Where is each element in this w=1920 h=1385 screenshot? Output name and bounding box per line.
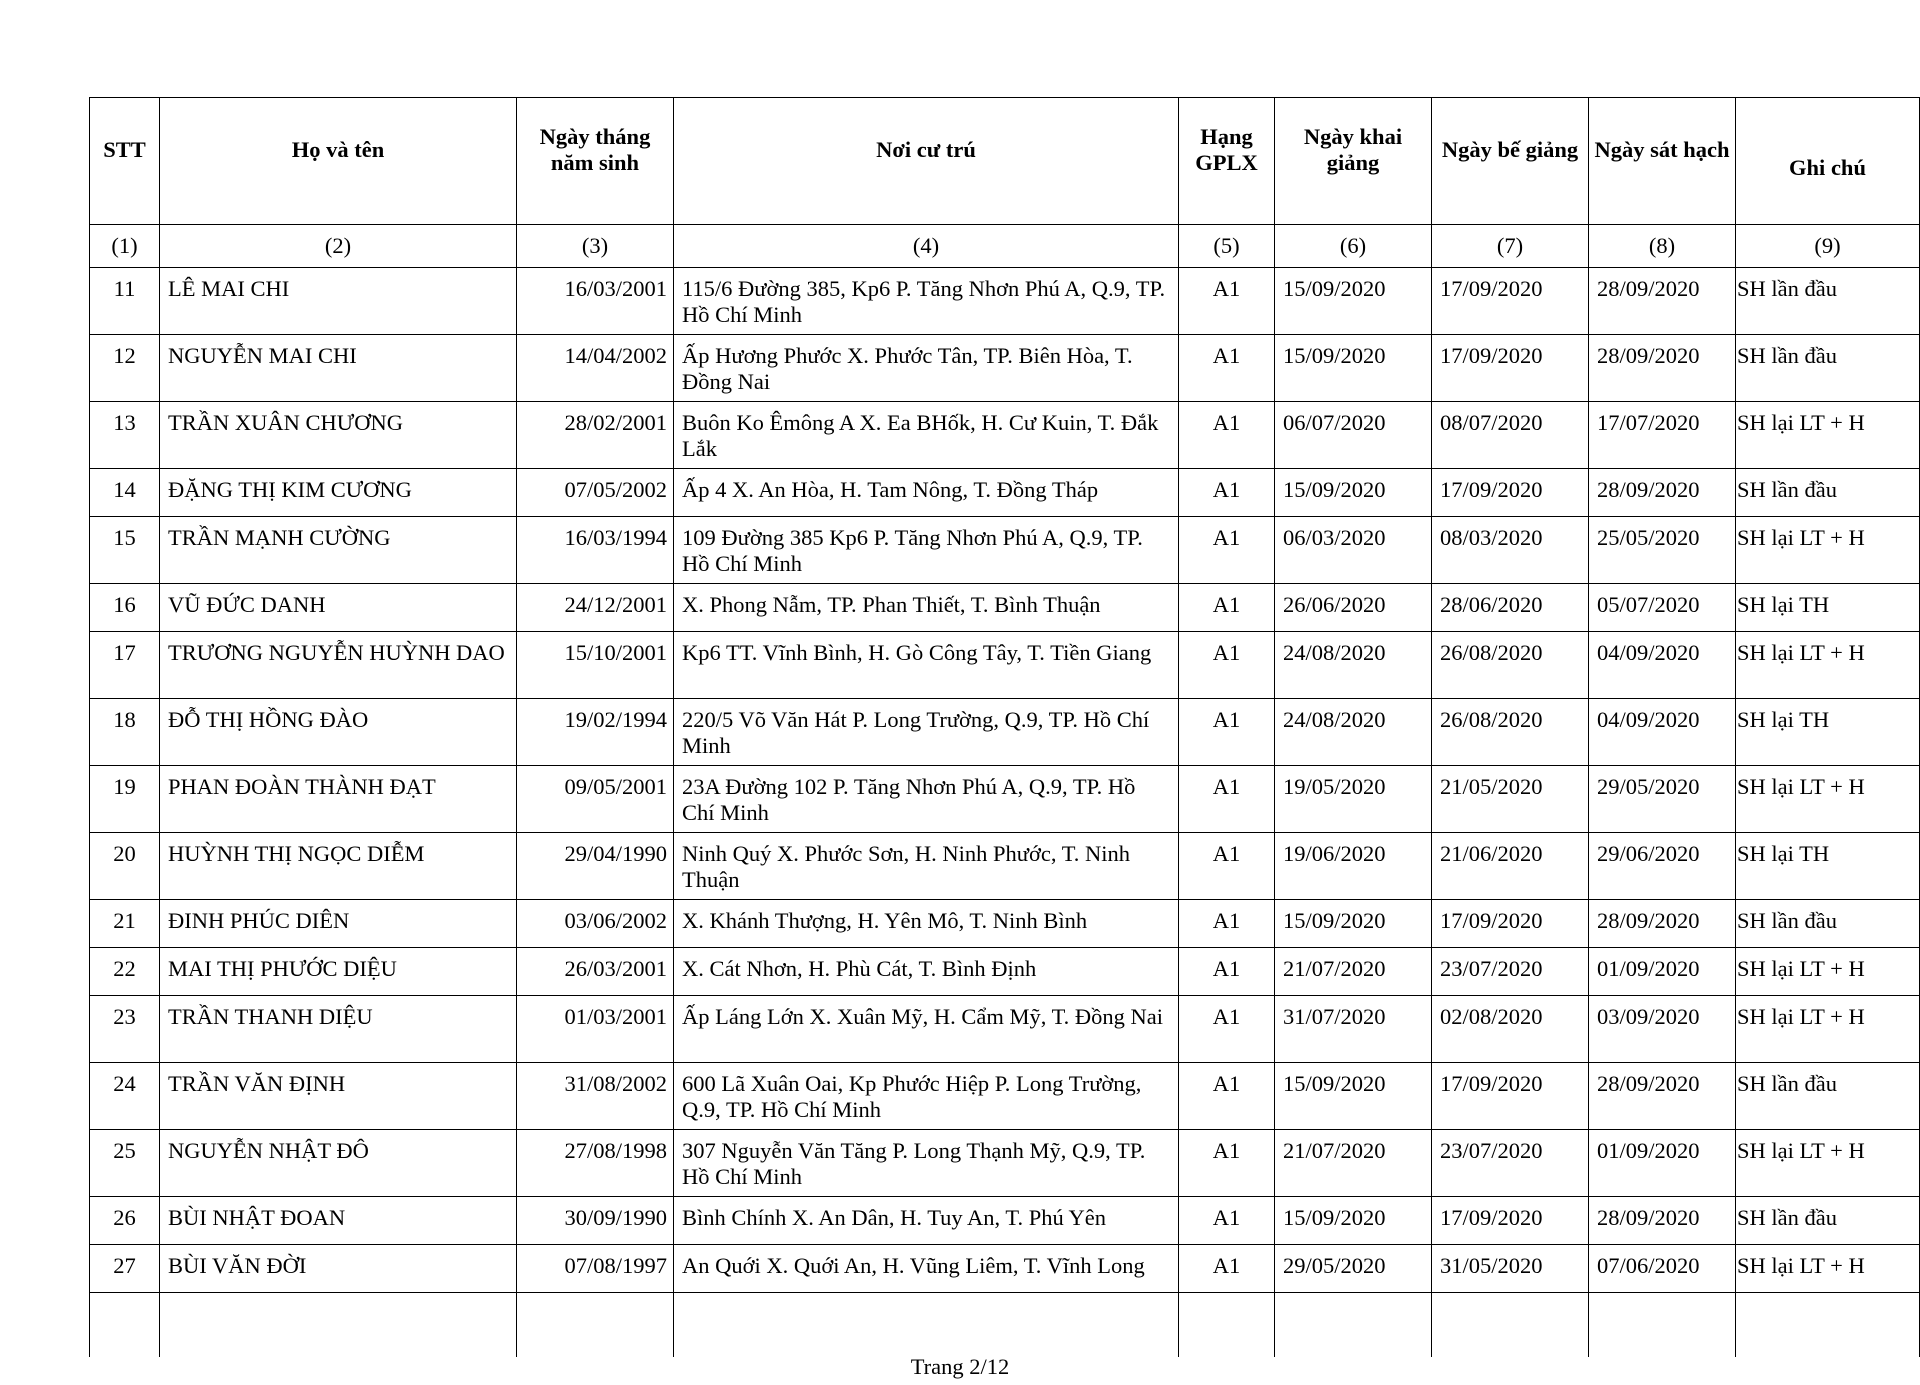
row-name: PHAN ĐOÀN THÀNH ĐẠT	[160, 766, 517, 833]
row-sat-hach: 07/06/2020	[1589, 1245, 1736, 1293]
row-hang: A1	[1179, 948, 1275, 996]
header-dob: Ngày tháng năm sinh	[517, 98, 674, 225]
row-stt: 27	[90, 1245, 160, 1293]
row-dob: 19/02/1994	[517, 699, 674, 766]
row-address: 307 Nguyễn Văn Tăng P. Long Thạnh Mỹ, Q.9, TP. Hồ Chí Minh	[674, 1130, 1179, 1197]
row-stt: 18	[90, 699, 160, 766]
row-sat-hach: 28/09/2020	[1589, 900, 1736, 948]
row-stt: 11	[90, 268, 160, 335]
row-name: ĐẶNG THỊ KIM CƯƠNG	[160, 469, 517, 517]
row-khai-giang: 24/08/2020	[1275, 632, 1432, 699]
row-address: 115/6 Đường 385, Kp6 P. Tăng Nhơn Phú A, Q.9, TP. Hồ Chí Minh	[674, 268, 1179, 335]
row-khai-giang: 31/07/2020	[1275, 996, 1432, 1063]
row-name: ĐỖ THỊ HỒNG ĐÀO	[160, 699, 517, 766]
row-dob: 31/08/2002	[517, 1063, 674, 1130]
table-row	[90, 632, 1920, 699]
row-khai-giang: 15/09/2020	[1275, 335, 1432, 402]
row-be-giang: 21/05/2020	[1432, 766, 1589, 833]
row-address: X. Phong Nẫm, TP. Phan Thiết, T. Bình Thuận	[674, 584, 1179, 632]
row-ghi-chu: SH lại LT + H	[1736, 402, 1920, 469]
row-name: TRẦN XUÂN CHƯƠNG	[160, 402, 517, 469]
student-table	[89, 97, 1920, 1357]
table-row	[90, 1245, 1920, 1293]
row-ghi-chu: SH lại LT + H	[1736, 766, 1920, 833]
row-sat-hach: 17/07/2020	[1589, 402, 1736, 469]
row-sat-hach: 28/09/2020	[1589, 1197, 1736, 1245]
row-be-giang: 23/07/2020	[1432, 948, 1589, 996]
row-khai-giang: 15/09/2020	[1275, 900, 1432, 948]
row-address: 109 Đường 385 Kp6 P. Tăng Nhơn Phú A, Q.9, TP. Hồ Chí Minh	[674, 517, 1179, 584]
row-name: HUỲNH THỊ NGỌC DIỄM	[160, 833, 517, 900]
empty-cell	[160, 1293, 517, 1357]
row-be-giang: 17/09/2020	[1432, 1197, 1589, 1245]
row-stt: 25	[90, 1130, 160, 1197]
row-sat-hach: 28/09/2020	[1589, 268, 1736, 335]
row-khai-giang: 15/09/2020	[1275, 268, 1432, 335]
row-stt: 14	[90, 469, 160, 517]
row-ghi-chu: SH lại LT + H	[1736, 1245, 1920, 1293]
row-dob: 30/09/1990	[517, 1197, 674, 1245]
row-sat-hach: 05/07/2020	[1589, 584, 1736, 632]
page-number: Trang 2/12	[910, 1354, 1010, 1379]
row-ghi-chu: SH lại LT + H	[1736, 1130, 1920, 1197]
row-sat-hach: 04/09/2020	[1589, 632, 1736, 699]
table-row	[90, 699, 1920, 766]
table-body	[90, 268, 1920, 1357]
header-address: Nơi cư trú	[674, 98, 1179, 225]
table-row	[90, 766, 1920, 833]
row-hang: A1	[1179, 766, 1275, 833]
row-stt: 15	[90, 517, 160, 584]
row-be-giang: 21/06/2020	[1432, 833, 1589, 900]
row-dob: 26/03/2001	[517, 948, 674, 996]
row-hang: A1	[1179, 1197, 1275, 1245]
row-hang: A1	[1179, 1063, 1275, 1130]
row-dob: 29/04/1990	[517, 833, 674, 900]
header-sat-hach: Ngày sát hạch	[1589, 98, 1736, 225]
column-number: (9)	[1736, 225, 1920, 268]
document-sheet	[89, 97, 1919, 1357]
row-khai-giang: 21/07/2020	[1275, 1130, 1432, 1197]
row-be-giang: 28/06/2020	[1432, 584, 1589, 632]
row-ghi-chu: SH lần đầu	[1736, 900, 1920, 948]
row-be-giang: 17/09/2020	[1432, 335, 1589, 402]
table-row	[90, 833, 1920, 900]
row-ghi-chu: SH lần đầu	[1736, 1063, 1920, 1130]
table-row	[90, 1130, 1920, 1197]
row-khai-giang: 15/09/2020	[1275, 1197, 1432, 1245]
table-row	[90, 517, 1920, 584]
empty-cell	[517, 1293, 674, 1357]
row-stt: 13	[90, 402, 160, 469]
row-ghi-chu: SH lần đầu	[1736, 268, 1920, 335]
column-number: (8)	[1589, 225, 1736, 268]
header-row	[90, 98, 1920, 225]
row-hang: A1	[1179, 469, 1275, 517]
row-ghi-chu: SH lần đầu	[1736, 335, 1920, 402]
row-sat-hach: 28/09/2020	[1589, 469, 1736, 517]
column-number: (3)	[517, 225, 674, 268]
row-hang: A1	[1179, 699, 1275, 766]
row-stt: 20	[90, 833, 160, 900]
row-hang: A1	[1179, 632, 1275, 699]
table-row	[90, 469, 1920, 517]
table-row	[90, 268, 1920, 335]
empty-cell	[1275, 1293, 1432, 1357]
row-dob: 03/06/2002	[517, 900, 674, 948]
row-stt: 17	[90, 632, 160, 699]
row-address: 220/5 Võ Văn Hát P. Long Trường, Q.9, TP. Hồ Chí Minh	[674, 699, 1179, 766]
header-ghi-chu: Ghi chú	[1736, 98, 1920, 225]
row-dob: 09/05/2001	[517, 766, 674, 833]
row-be-giang: 17/09/2020	[1432, 469, 1589, 517]
empty-row	[90, 1293, 1920, 1357]
row-dob: 14/04/2002	[517, 335, 674, 402]
row-name: LÊ MAI CHI	[160, 268, 517, 335]
table-row	[90, 948, 1920, 996]
row-stt: 19	[90, 766, 160, 833]
row-hang: A1	[1179, 584, 1275, 632]
row-ghi-chu: SH lại TH	[1736, 699, 1920, 766]
column-number: (6)	[1275, 225, 1432, 268]
row-be-giang: 26/08/2020	[1432, 699, 1589, 766]
row-ghi-chu: SH lại TH	[1736, 833, 1920, 900]
row-khai-giang: 29/05/2020	[1275, 1245, 1432, 1293]
row-sat-hach: 28/09/2020	[1589, 1063, 1736, 1130]
row-address: 23A Đường 102 P. Tăng Nhơn Phú A, Q.9, TP. Hồ Chí Minh	[674, 766, 1179, 833]
header-name: Họ và tên	[160, 98, 517, 225]
column-number: (7)	[1432, 225, 1589, 268]
row-name: TRƯƠNG NGUYỄN HUỲNH DAO	[160, 632, 517, 699]
row-be-giang: 23/07/2020	[1432, 1130, 1589, 1197]
row-stt: 21	[90, 900, 160, 948]
row-name: BÙI NHẬT ĐOAN	[160, 1197, 517, 1245]
row-be-giang: 17/09/2020	[1432, 268, 1589, 335]
row-hang: A1	[1179, 1245, 1275, 1293]
row-khai-giang: 26/06/2020	[1275, 584, 1432, 632]
row-sat-hach: 01/09/2020	[1589, 948, 1736, 996]
row-ghi-chu: SH lại LT + H	[1736, 948, 1920, 996]
row-dob: 28/02/2001	[517, 402, 674, 469]
table-row	[90, 402, 1920, 469]
row-hang: A1	[1179, 900, 1275, 948]
row-ghi-chu: SH lần đầu	[1736, 1197, 1920, 1245]
row-sat-hach: 01/09/2020	[1589, 1130, 1736, 1197]
row-address: 600 Lã Xuân Oai, Kp Phước Hiệp P. Long Trường, Q.9, TP. Hồ Chí Minh	[674, 1063, 1179, 1130]
row-be-giang: 26/08/2020	[1432, 632, 1589, 699]
column-number: (1)	[90, 225, 160, 268]
row-address: An Quới X. Quới An, H. Vũng Liêm, T. Vĩnh Long	[674, 1245, 1179, 1293]
header-khai-giang: Ngày khai giảng	[1275, 98, 1432, 225]
row-be-giang: 02/08/2020	[1432, 996, 1589, 1063]
row-be-giang: 31/05/2020	[1432, 1245, 1589, 1293]
row-khai-giang: 15/09/2020	[1275, 469, 1432, 517]
row-address: Kp6 TT. Vĩnh Bình, H. Gò Công Tây, T. Tiền Giang	[674, 632, 1179, 699]
table-row	[90, 584, 1920, 632]
row-address: X. Khánh Thượng, H. Yên Mô, T. Ninh Bình	[674, 900, 1179, 948]
row-sat-hach: 25/05/2020	[1589, 517, 1736, 584]
row-hang: A1	[1179, 268, 1275, 335]
row-ghi-chu: SH lại LT + H	[1736, 517, 1920, 584]
row-name: TRẦN THANH DIỆU	[160, 996, 517, 1063]
row-khai-giang: 06/03/2020	[1275, 517, 1432, 584]
row-be-giang: 17/09/2020	[1432, 1063, 1589, 1130]
empty-cell	[674, 1293, 1179, 1357]
row-stt: 24	[90, 1063, 160, 1130]
row-dob: 16/03/1994	[517, 517, 674, 584]
empty-cell	[90, 1293, 160, 1357]
row-khai-giang: 19/05/2020	[1275, 766, 1432, 833]
row-name: VŨ ĐỨC DANH	[160, 584, 517, 632]
row-hang: A1	[1179, 833, 1275, 900]
empty-cell	[1736, 1293, 1920, 1357]
row-dob: 07/08/1997	[517, 1245, 674, 1293]
empty-cell	[1432, 1293, 1589, 1357]
row-address: Ấp Láng Lớn X. Xuân Mỹ, H. Cẩm Mỹ, T. Đồng Nai	[674, 996, 1179, 1063]
row-stt: 26	[90, 1197, 160, 1245]
row-hang: A1	[1179, 996, 1275, 1063]
empty-cell	[1589, 1293, 1736, 1357]
row-stt: 22	[90, 948, 160, 996]
row-address: Ấp 4 X. An Hòa, H. Tam Nông, T. Đồng Tháp	[674, 469, 1179, 517]
row-be-giang: 08/03/2020	[1432, 517, 1589, 584]
table-row	[90, 1197, 1920, 1245]
row-hang: A1	[1179, 1130, 1275, 1197]
header-stt: STT	[90, 98, 160, 225]
table-row	[90, 996, 1920, 1063]
table-row	[90, 900, 1920, 948]
row-dob: 16/03/2001	[517, 268, 674, 335]
row-khai-giang: 06/07/2020	[1275, 402, 1432, 469]
column-number: (4)	[674, 225, 1179, 268]
column-number: (5)	[1179, 225, 1275, 268]
empty-cell	[1179, 1293, 1275, 1357]
header-hang: Hạng GPLX	[1179, 98, 1275, 225]
row-be-giang: 08/07/2020	[1432, 402, 1589, 469]
row-stt: 23	[90, 996, 160, 1063]
row-be-giang: 17/09/2020	[1432, 900, 1589, 948]
row-address: Buôn Ko Êmông A X. Ea BHốk, H. Cư Kuin, T. Đắk Lắk	[674, 402, 1179, 469]
row-dob: 15/10/2001	[517, 632, 674, 699]
row-dob: 27/08/1998	[517, 1130, 674, 1197]
row-ghi-chu: SH lại LT + H	[1736, 632, 1920, 699]
row-sat-hach: 29/05/2020	[1589, 766, 1736, 833]
row-dob: 07/05/2002	[517, 469, 674, 517]
row-sat-hach: 03/09/2020	[1589, 996, 1736, 1063]
row-khai-giang: 24/08/2020	[1275, 699, 1432, 766]
row-hang: A1	[1179, 335, 1275, 402]
row-khai-giang: 15/09/2020	[1275, 1063, 1432, 1130]
row-ghi-chu: SH lại TH	[1736, 584, 1920, 632]
row-dob: 24/12/2001	[517, 584, 674, 632]
row-name: TRẦN MẠNH CƯỜNG	[160, 517, 517, 584]
row-name: NGUYỄN NHẬT ĐÔ	[160, 1130, 517, 1197]
row-address: Bình Chính X. An Dân, H. Tuy An, T. Phú Yên	[674, 1197, 1179, 1245]
table-row	[90, 335, 1920, 402]
table-row	[90, 1063, 1920, 1130]
row-name: ĐINH PHÚC DIÊN	[160, 900, 517, 948]
row-ghi-chu: SH lại LT + H	[1736, 996, 1920, 1063]
row-address: X. Cát Nhơn, H. Phù Cát, T. Bình Định	[674, 948, 1179, 996]
column-number-row	[90, 225, 1920, 268]
row-hang: A1	[1179, 517, 1275, 584]
row-sat-hach: 28/09/2020	[1589, 335, 1736, 402]
row-hang: A1	[1179, 402, 1275, 469]
row-name: TRẦN VĂN ĐỊNH	[160, 1063, 517, 1130]
column-number: (2)	[160, 225, 517, 268]
row-khai-giang: 19/06/2020	[1275, 833, 1432, 900]
row-address: Ninh Quý X. Phước Sơn, H. Ninh Phước, T. Ninh Thuận	[674, 833, 1179, 900]
row-name: MAI THỊ PHƯỚC DIỆU	[160, 948, 517, 996]
header-be-giang: Ngày bế giảng	[1432, 98, 1589, 225]
row-sat-hach: 04/09/2020	[1589, 699, 1736, 766]
row-khai-giang: 21/07/2020	[1275, 948, 1432, 996]
row-sat-hach: 29/06/2020	[1589, 833, 1736, 900]
row-name: NGUYỄN MAI CHI	[160, 335, 517, 402]
row-address: Ấp Hương Phước X. Phước Tân, TP. Biên Hòa, T. Đồng Nai	[674, 335, 1179, 402]
row-ghi-chu: SH lần đầu	[1736, 469, 1920, 517]
row-stt: 12	[90, 335, 160, 402]
row-name: BÙI VĂN ĐỜI	[160, 1245, 517, 1293]
row-dob: 01/03/2001	[517, 996, 674, 1063]
row-stt: 16	[90, 584, 160, 632]
